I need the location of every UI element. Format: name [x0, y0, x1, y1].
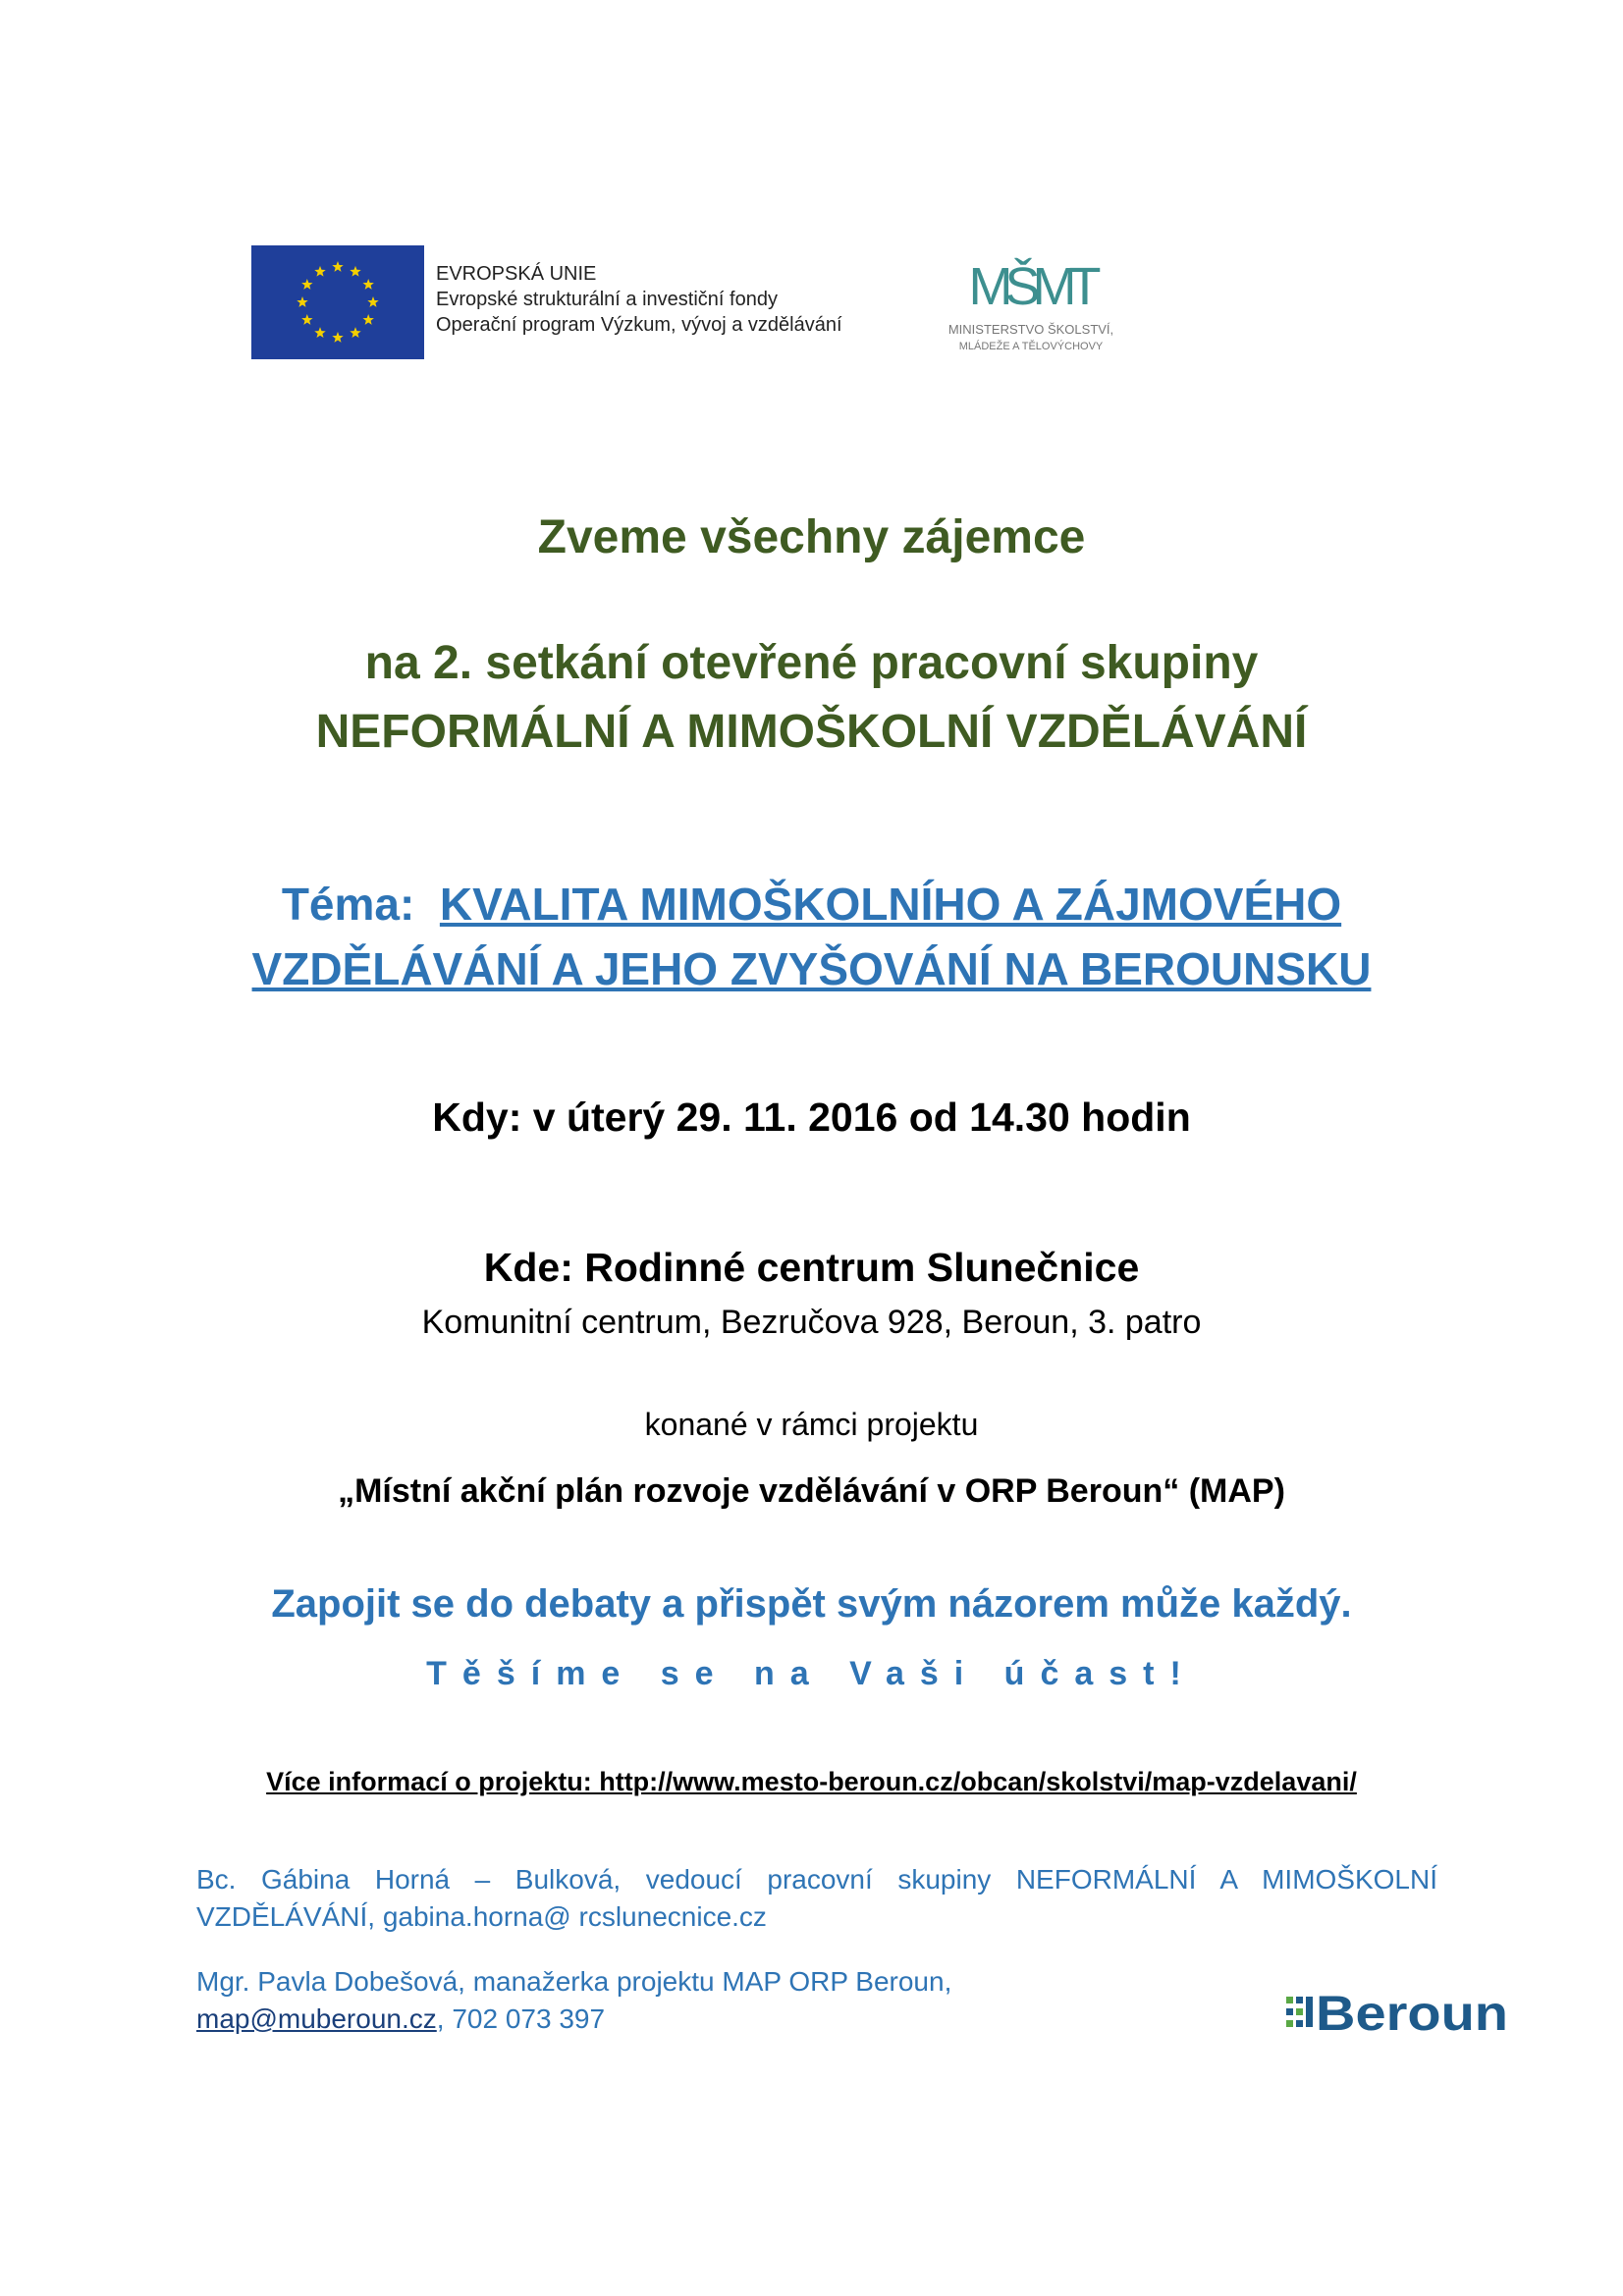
- topic: [0, 872, 1623, 1001]
- beroun-dots-icon: [1286, 1997, 1313, 2027]
- contact-1-line-1: Bc. Gábina Horná – Bulková, vedoucí pracovní skupiny NEFORMÁLNÍ A MIMOŠKOLNÍ: [196, 1864, 1437, 1895]
- held-within-project: konané v rámci projektu: [644, 1407, 979, 1442]
- invitation-line-1: Zveme všechny zájemce: [537, 511, 1086, 563]
- eu-star: [332, 332, 343, 343]
- event-where-title: Kde: Rodinné centrum Slunečnice: [483, 1245, 1140, 1290]
- topic-line-1: [0, 872, 1623, 936]
- invitation-line-3: NEFORMÁLNÍ A MIMOŠKOLNÍ VZDĚLÁVÁNÍ: [315, 706, 1308, 758]
- eu-star: [332, 261, 343, 272]
- looking-forward: Těšíme se na Vaši účast!: [426, 1655, 1197, 1692]
- eu-star: [367, 296, 378, 307]
- eu-line-3: Operační program Výzkum, vývoj a vzdělávání: [436, 314, 842, 336]
- project-name: „Místní akční plán rozvoje vzdělávání v ORP Beroun“ (MAP): [338, 1472, 1285, 1510]
- msmt-name-line-1: MINISTERSTVO ŠKOLSTVÍ,: [947, 322, 1114, 337]
- debate-invitation: Zapojit se do debaty a přispět svým názorem může každý.: [271, 1582, 1352, 1626]
- invitation-line-2: na 2. setkání otevřené pracovní skupiny: [364, 637, 1259, 689]
- event-where-address: Komunitní centrum, Bezručova 928, Beroun, 3. patro: [421, 1304, 1202, 1341]
- eu-star: [314, 266, 325, 277]
- eu-star: [362, 279, 373, 290]
- beroun-logo-text: Beroun: [1316, 1987, 1508, 2041]
- eu-star: [301, 314, 312, 325]
- contact-1-line-2: VZDĚLÁVÁNÍ, gabina.horna@ rcslunecnice.cz: [196, 1901, 767, 1932]
- eu-logo-text: [436, 261, 842, 338]
- topic-title-1: KVALITA MIMOŠKOLNÍHO A ZÁJMOVÉHO: [439, 879, 1342, 930]
- contact-2-line-2: [196, 2001, 1437, 2038]
- contact-2-email[interactable]: map@muberoun.cz: [196, 2003, 437, 2034]
- more-info-link[interactable]: Více informací o projektu: http://www.mesto-beroun.cz/obcan/skolstvi/map-vzdelavani/: [266, 1767, 1357, 1796]
- eu-line-1: EVROPSKÁ UNIE: [436, 263, 597, 285]
- topic-line-2: [0, 936, 1623, 1001]
- eu-star: [314, 327, 325, 338]
- event-when: Kdy: v úterý 29. 11. 2016 od 14.30 hodin: [432, 1095, 1191, 1140]
- eu-star: [301, 279, 312, 290]
- eu-stars-icon: [251, 245, 424, 359]
- msmt-logo: [921, 247, 1147, 357]
- eu-star: [362, 314, 373, 325]
- eu-star: [297, 296, 307, 307]
- contact-2-phone: , 702 073 397: [436, 2003, 606, 2034]
- beroun-logo: [1286, 1987, 1512, 2042]
- contact-2-line-1: Mgr. Pavla Dobešová, manažerka projektu MAP ORP Beroun,: [196, 1966, 952, 1997]
- eu-flag-logo: [251, 245, 424, 359]
- topic-title-2: VZDĚLÁVÁNÍ A JEHO ZVYŠOVÁNÍ NA BEROUNSKU: [251, 943, 1372, 994]
- topic-label: Téma:: [281, 879, 415, 930]
- eu-star: [350, 327, 360, 338]
- eu-line-2: Evropské strukturální a investiční fondy: [436, 289, 778, 310]
- msmt-name-line-2: MLÁDEŽE A TĚLOVÝCHOVY: [958, 341, 1104, 352]
- eu-star: [350, 266, 360, 277]
- msmt-mark: MŠMT: [968, 257, 1094, 316]
